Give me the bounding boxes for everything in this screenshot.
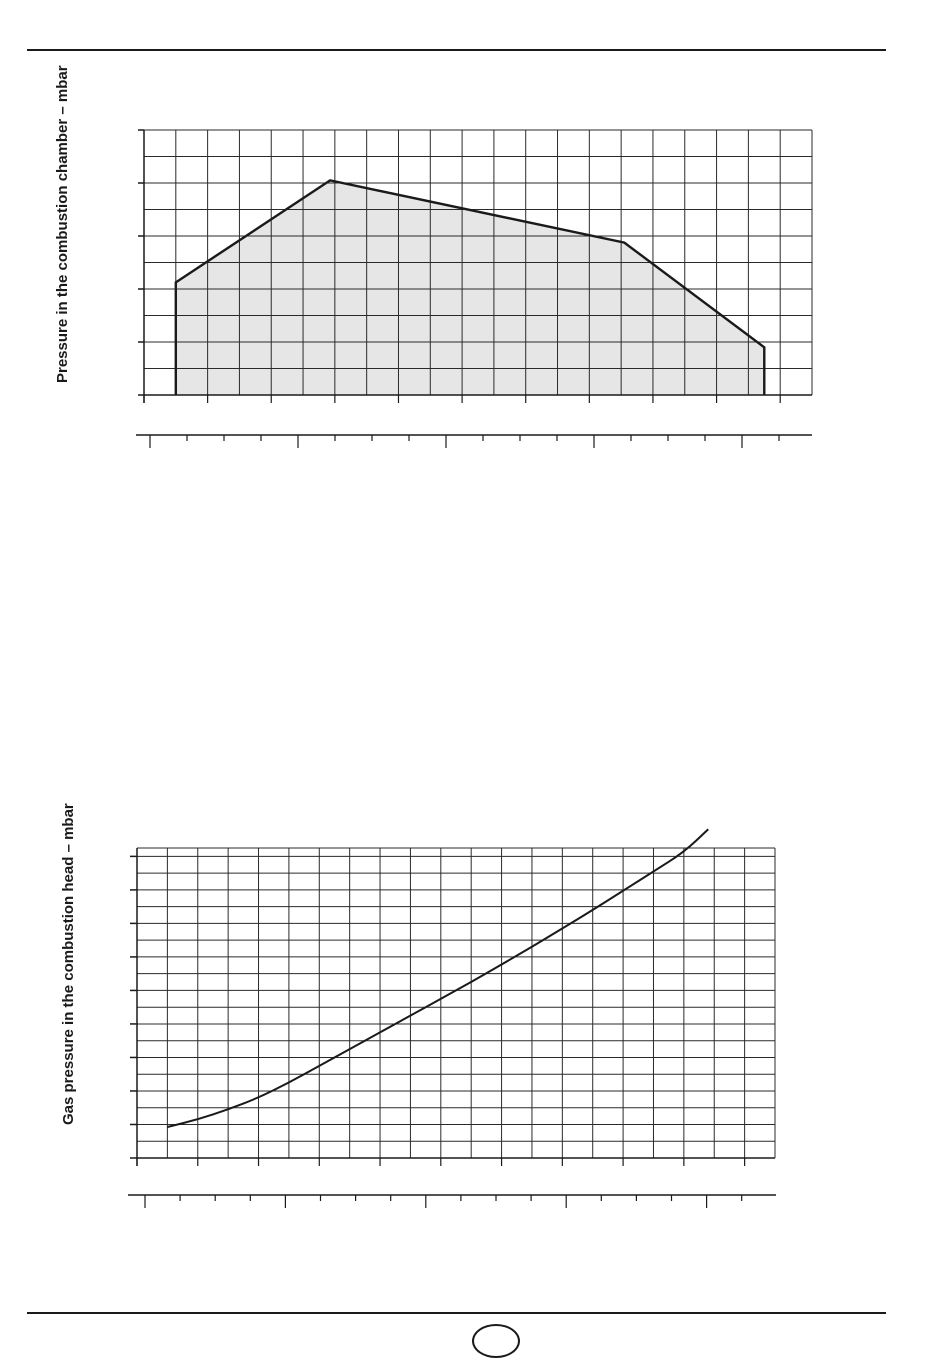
chart1-area-fill: [176, 180, 764, 395]
chart2-ylabel-text: Gas pressure in the combustion head – mbar: [60, 803, 77, 1125]
chart1-ylabel-text: Pressure in the combustion chamber – mbar: [54, 65, 71, 383]
chart2-series-line: [167, 829, 708, 1127]
page-number-oval: [472, 1324, 520, 1358]
